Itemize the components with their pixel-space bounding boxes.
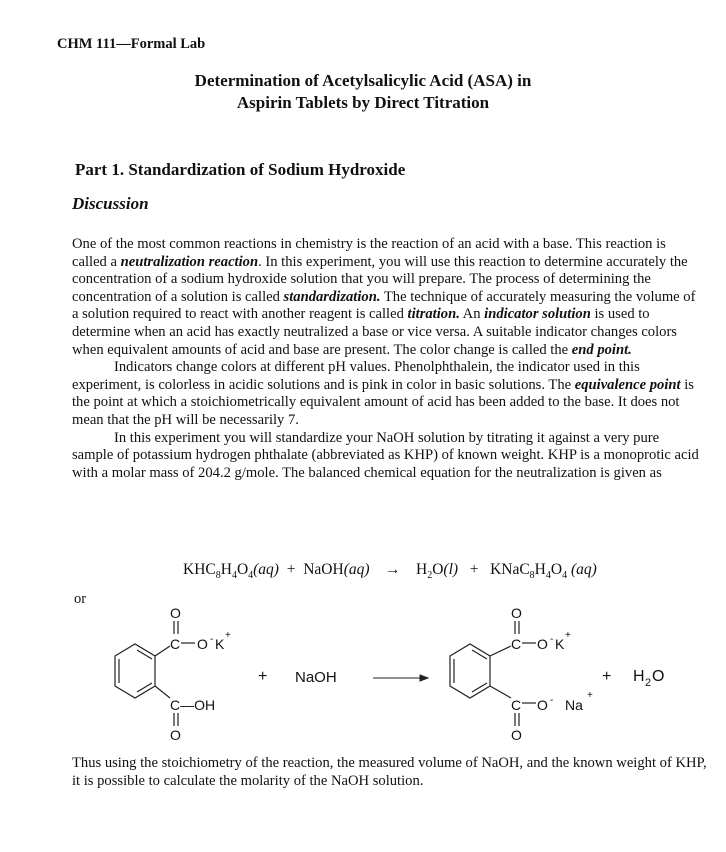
paragraph-2: Indicators change colors at different pH values. Phenolphthalein, the indicator used in this experiment, is colorless in acidic solutions and is pink in color in basic solutions. The equivalence point is the point at which a stoichiometrically equivalent amount of acid has been added to the base. It does not mean that the pH will be necessarily 7. <box>72 359 694 428</box>
structural-equation <box>90 606 690 754</box>
svg-text:+: + <box>225 630 231 641</box>
product-structure <box>450 621 536 726</box>
section-heading: Discussion <box>72 194 149 213</box>
conclusion-paragraph: Thus using the stoichiometry of the reaction, the measured volume of NaOH, and the known weight of KHP, it is possible to calculate the molarity of the NaOH solution. <box>72 755 707 789</box>
document-title <box>0 70 726 114</box>
plus-sign-1: + <box>258 668 268 685</box>
water-formula <box>633 668 664 689</box>
term-standardization: standardization. <box>283 288 381 305</box>
title-line-1: Determination of Acetylsalicylic Acid (ASA) in <box>194 71 532 90</box>
svg-text:-: - <box>550 695 554 706</box>
reaction-arrow <box>373 675 428 681</box>
svg-text:O: O <box>652 668 665 685</box>
discussion-body <box>72 236 704 482</box>
svg-text:-: - <box>550 634 554 645</box>
svg-text:C: C <box>511 697 522 713</box>
balanced-equation: $KHC_8H_4O_4(aq)$ + NaOH(aq) → $H_2O(l)$ + $KNaC_8H_4O_4$ (aq) <box>183 561 597 582</box>
paragraph-1: One of the most common reactions in chemistry is the reaction of an acid with a base. This reaction is called a neutralization reaction. In this experiment, you will use this reaction to determine accurately the concentration of a sodium hydroxide solution that you will prepare. The process of determining the concentration of a solution is called standardization. The technique of accurately measuring the volume of a solution required to react with another reagent is called titration. An indicator solution is used to determine when an acid has exactly neutralized a base or vice versa. A suitable indicator changes colors when equivalent amounts of acid and base are present. The color change is called the end point. <box>72 236 696 358</box>
term-equivalence: equivalence point <box>574 376 681 393</box>
term-indicator: indicator solution <box>484 306 591 323</box>
benzene-ring-right <box>450 644 490 698</box>
svg-text:O: O <box>197 636 208 652</box>
svg-text:Na: Na <box>565 697 583 713</box>
course-header: CHM 111—Formal Lab <box>57 36 206 52</box>
reaction-arrow-icon: → <box>385 561 401 578</box>
title-line-2: Aspirin Tablets by Direct Titration <box>236 93 490 112</box>
khp-c1: C <box>170 636 181 652</box>
svg-text:+: + <box>587 690 593 701</box>
svg-text:O: O <box>511 727 522 743</box>
part-heading: Part 1. Standardization of Sodium Hydroxide <box>75 160 406 179</box>
svg-text:O: O <box>537 697 548 713</box>
term-neutralization: neutralization reaction <box>120 253 259 270</box>
svg-text:-: - <box>210 634 214 645</box>
svg-text:K: K <box>555 636 565 652</box>
svg-text:K: K <box>215 636 225 652</box>
term-end-point: end point. <box>571 341 632 358</box>
khp-cooh: C—OH <box>170 697 216 713</box>
plus-sign-2: + <box>602 668 612 685</box>
svg-text:H: H <box>633 668 645 685</box>
svg-text:+: + <box>565 630 571 641</box>
naoh-label: NaOH <box>295 669 337 686</box>
svg-text:2: 2 <box>645 677 652 689</box>
svg-text:O: O <box>511 606 522 621</box>
benzene-ring-left <box>115 644 155 698</box>
or-label: or <box>74 591 87 607</box>
paragraph-3: In this experiment you will standardize your NaOH solution by titrating it against a very pure sample of potassium hydrogen phthalate (abbreviated as KHP) of known weight. KHP is a monoprotic acid with a molar mass of 204.2 g/mole. The balanced chemical equation for the neutralization is given as <box>72 429 699 481</box>
khp-carbonyl-o1: O <box>170 606 181 621</box>
svg-text:O: O <box>170 727 181 743</box>
svg-text:O: O <box>537 636 548 652</box>
svg-text:C: C <box>511 636 522 652</box>
term-titration: titration. <box>407 306 460 323</box>
